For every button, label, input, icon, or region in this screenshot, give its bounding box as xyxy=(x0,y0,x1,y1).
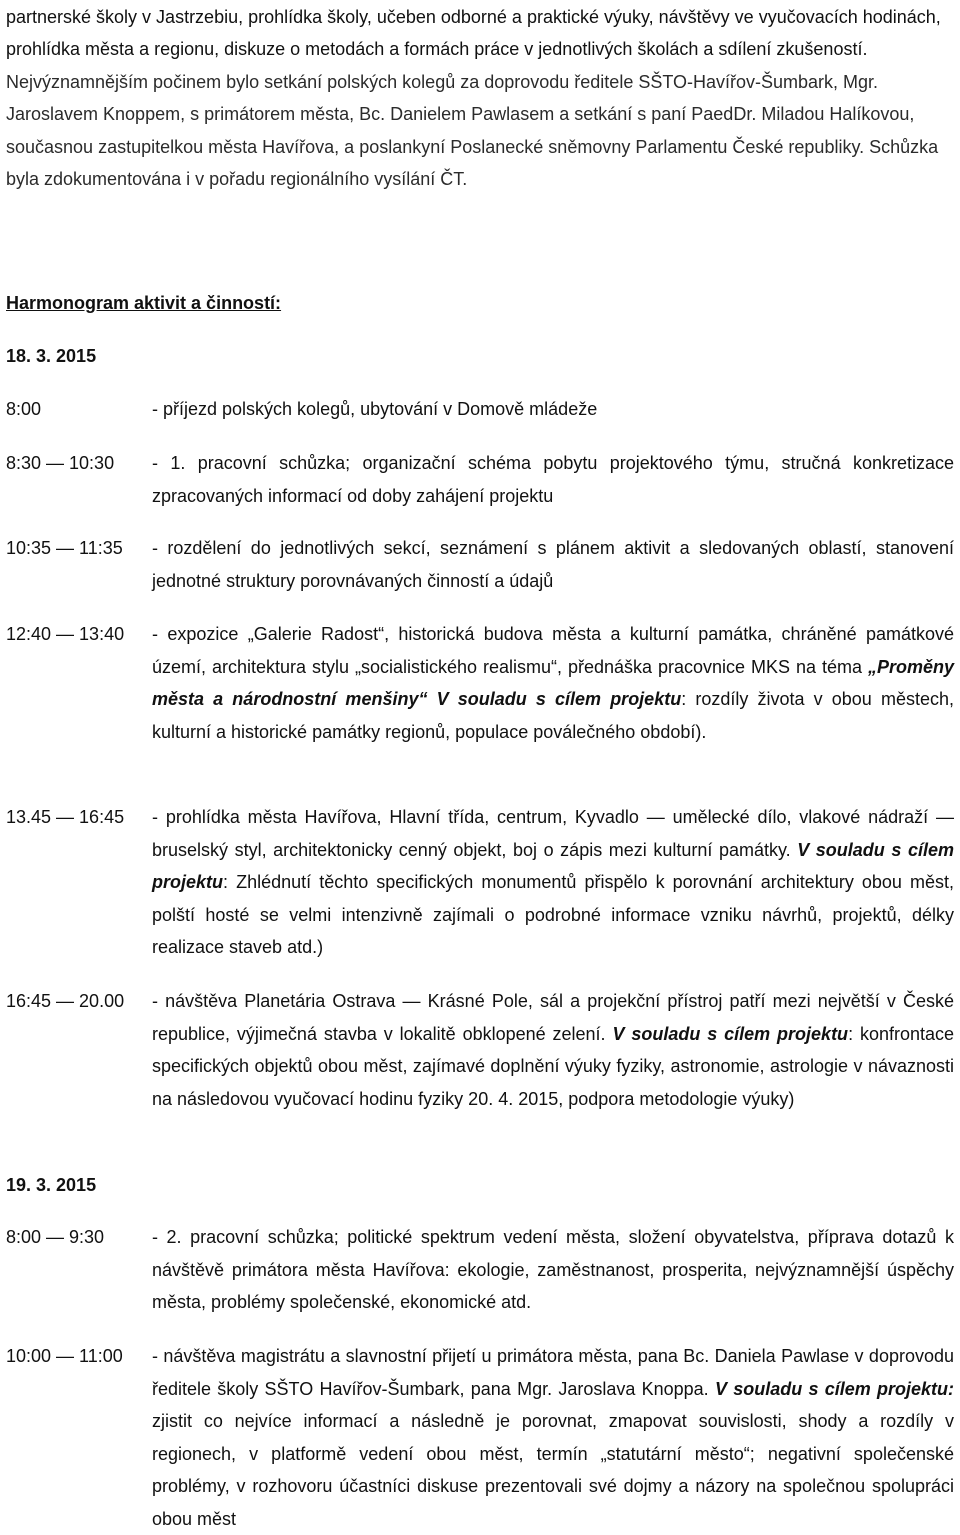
project-goal-label: V souladu s cílem projektu xyxy=(436,689,682,709)
row-description: - 2. pracovní schůzka; politické spektrum vedení města, složení obyvatelstva, příprava dotazů k návštěvě primátora města Havířova: ekologie, zaměstnanost, prosperita, nejvýznamnější úspěchy města, problémy společenské, ekonomické atd. xyxy=(152,1227,954,1312)
row-description xyxy=(152,801,954,964)
row-description: - příjezd polských kolegů, ubytování v Domově mládeže xyxy=(152,399,598,419)
intro-text: partnerské školy v Jastrzebiu, prohlídka školy, učeben odborné a praktické výuky, návštěvy ve vyučovacích hodinách, prohlídka města a regionu, diskuze o metodách a formách práce v jednotlivých školách a sdílení zkušeností. xyxy=(6,7,941,60)
desc-part: - návštěva magistrátu a slavnostní přijetí u primátora města, pana Bc. Daniela Pawlase v doprovodu ředitele školy SŠTO Havířov-Šumbark, pana Mgr. Jaroslava Knoppa. xyxy=(152,1346,954,1399)
row-description: - 1. pracovní schůzka; organizační schéma pobytu projektového týmu, stručná konkretizace zpracovaných informací od doby zahájení projektu xyxy=(152,453,954,506)
row-description xyxy=(152,1340,954,1535)
schedule-row xyxy=(6,801,954,964)
row-time: 13.45 — 16:45 xyxy=(6,807,125,827)
row-time: 8:00 — 9:30 xyxy=(6,1227,105,1247)
schedule-row xyxy=(6,1221,954,1319)
desc-part xyxy=(427,689,436,709)
desc-part: : konfrontace specifických objektů obou měst, zajímavé doplnění výuky fyziky, astronomie, astrologie v návaznosti na následovou vyučovací hodinu fyziky 20. 4. 2015, podpora metodologie výuky) xyxy=(152,1023,955,1109)
schedule-row xyxy=(6,1340,954,1535)
schedule-row xyxy=(6,532,954,597)
desc-part: : Zhlédnutí těchto specifických monumentů přispělo k porovnání architektury obou měst, polští hosté se velmi intenzivně zajímali o podrobné informace vzniku návrhů, projektů, délky realizace staveb atd.) xyxy=(152,872,954,957)
desc-part: : rozdíly života v obou městech, kulturní a historické památky regionů, populace poválečného období). xyxy=(152,689,954,742)
row-time: 16:45 — 20.00 xyxy=(6,991,125,1011)
row-description xyxy=(152,985,954,1115)
desc-part: - expozice „Galerie Radost“, historická budova města a kulturní památka, chráněné památkové území, architektura stylu „socialistického realismu“, přednáška pracovnice MKS na téma xyxy=(152,624,954,677)
intro-paragraph xyxy=(6,0,954,195)
row-time: 10:00 — 11:00 xyxy=(6,1346,123,1366)
day1-date: 18. 3. 2015 xyxy=(6,346,97,366)
schedule-row xyxy=(6,447,954,512)
schedule-row xyxy=(6,618,954,748)
project-goal-label: V souladu s cílem projektu: xyxy=(714,1378,954,1399)
intro-highlight-text: Nejvýznamnějším počinem bylo setkání polských kolegů za doprovodu ředitele SŠTO-Havířov-Šumbark, Mgr. Jaroslavem Knoppem, s primátorem města, Bc. Danielem Pawlasem a setkání s paní PaedDr. Miladou Halíkovou, současnou zastupitelkou města Havířova, a poslankyní Poslanecké sněmovny Parlamentu České republiky. Schůzka byla zdokumentována i v pořadu regionálního vysílání ČT. xyxy=(6,71,939,190)
schedule-row xyxy=(6,393,954,426)
project-goal-label: V souladu s cílem projektu xyxy=(612,1023,849,1044)
row-description: - rozdělení do jednotlivých sekcí, seznámení s plánem aktivit a sledovaných oblastí, stanovení jednotné struktury porovnávaných činností a údajů xyxy=(152,538,954,591)
row-time: 8:30 — 10:30 xyxy=(6,453,115,473)
schedule-heading: Harmonogram aktivit a činností: xyxy=(6,293,282,313)
row-time: 12:40 — 13:40 xyxy=(6,624,125,644)
desc-part: - návštěva Planetária Ostrava — Krásné Pole, sál a projekční přístroj patří mezi největší v České republice, výjimečná stavba v lokalitě obklopené zelení. xyxy=(152,991,954,1044)
lecture-title: „Proměny města a národnostní menšiny“ xyxy=(152,656,954,709)
day2-date: 19. 3. 2015 xyxy=(6,1175,97,1195)
row-time: 10:35 — 11:35 xyxy=(6,538,123,558)
project-goal-label: V souladu s cílem projektu xyxy=(152,839,954,892)
schedule-row xyxy=(6,985,954,1115)
row-description xyxy=(152,618,954,748)
row-time: 8:00 xyxy=(6,399,42,419)
desc-part: zjistit co nejvíce informací a následně je porovnat, zmapovat souvislosti, shody a rozdíly v regionech, v platformě vedení obou měst, termín „statutární město“; negativní společenské problémy, v rozhovoru účastníci diskuse prezentovali své dojmy a názory na společnou spolupráci obou měst xyxy=(152,1411,954,1529)
desc-part: - prohlídka města Havířova, Hlavní třída, centrum, Kyvadlo — umělecké dílo, vlakové nádraží — bruselský styl, architektonicky cenný objekt, boj o zápis mezi kulturní památky. xyxy=(152,807,954,860)
